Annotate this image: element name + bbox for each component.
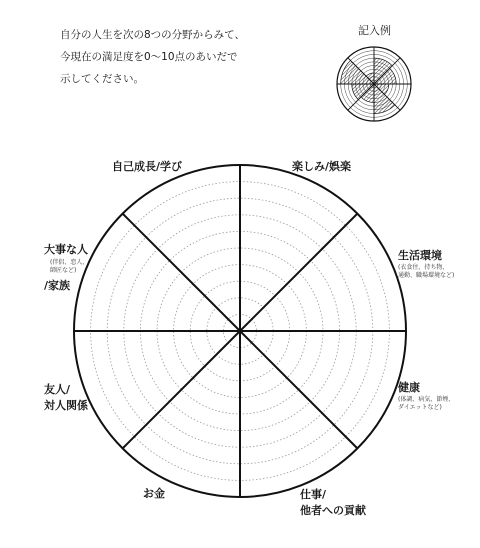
label-living-note-1: (衣食住、持ち物、 <box>398 264 449 271</box>
instruction-line-1: 自分の人生を次の8つの分野からみて、 <box>60 29 245 41</box>
label-money: お金 <box>143 487 165 500</box>
label-friends-2: 対人関係 <box>44 399 88 412</box>
label-living-note-2: 通勤、職場環境など) <box>398 272 455 279</box>
example-title: 記入例 <box>358 24 391 37</box>
label-health: 健康 <box>398 381 420 394</box>
spoke-line-1 <box>240 331 357 448</box>
spoke-line-5 <box>123 214 240 331</box>
label-health-note-1: (体調、病気、節煙、 <box>398 396 455 403</box>
label-work-1: 仕事/ <box>300 488 327 501</box>
spoke-line-7 <box>240 214 357 331</box>
label-health-note-2: ダイエットなど) <box>398 404 442 411</box>
label-important-people: 大事な人 <box>44 243 88 256</box>
label-important-note-2: 師匠など) <box>50 267 77 274</box>
instruction-line-3: 示してください。 <box>60 73 144 85</box>
instruction-line-2: 今現在の満足度を0〜10点のあいだで <box>60 51 238 63</box>
label-work-2: 他者への貢献 <box>300 504 366 517</box>
label-living: 生活環境 <box>398 249 442 262</box>
label-important-note-1: (伴侶、恋人、 <box>50 259 89 266</box>
label-friends-1: 友人/ <box>44 383 71 396</box>
label-family: /家族 <box>44 279 71 292</box>
label-self-growth: 自己成長/学び <box>112 160 183 173</box>
label-fun: 楽しみ/娯楽 <box>292 160 352 173</box>
spoke-line-3 <box>123 331 240 448</box>
